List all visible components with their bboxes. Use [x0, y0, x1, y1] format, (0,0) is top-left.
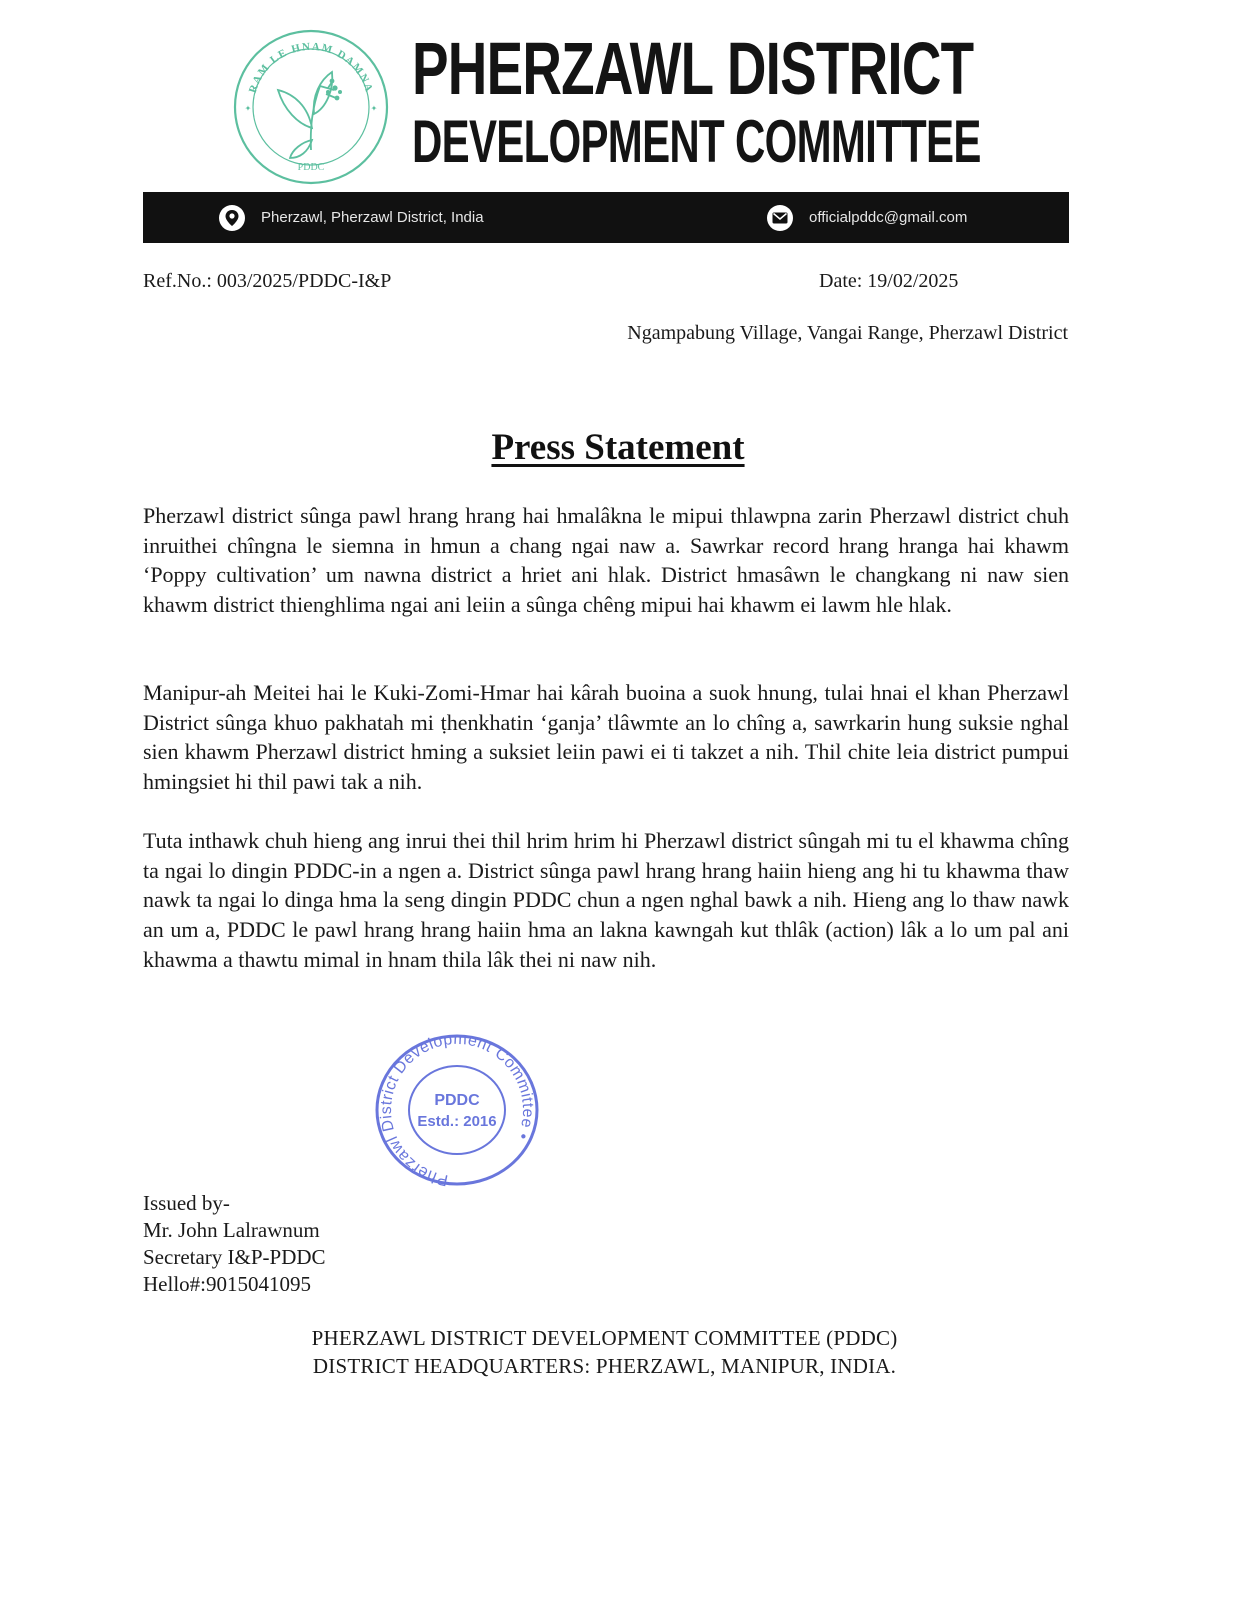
stamp-center-line2: Estd.: 2016 [417, 1113, 497, 1130]
pddc-logo [232, 28, 390, 186]
stamp-ring-text: Pherzawl District Development Committee • [378, 1032, 537, 1188]
reference-number: Ref.No.: 003/2025/PDDC-I&P [143, 270, 392, 292]
contact-location [219, 192, 484, 243]
logo-emblem-text: PDDC [297, 162, 325, 173]
logo-side-mark-left: ✦ [244, 104, 252, 113]
body-paragraph-1: Pherzawl district sûnga pawl hrang hrang hai hmalâkna le mipui thlawpna zarin Pherzawl district chuh inruithei chîngna le siemna in hmun a chang ngai naw a. Sawrkar record hrang hranga hai khawm ‘Poppy cultivation’ um nawna district a hriet ani hlak. District hmasâwn le changkang ni naw sien khawm district thienghlima ngai ani leiin a sûnga chêng mipui hai khawm ei lawm hle hlak. [143, 503, 1069, 618]
footer-line-1: PHERZAWL DISTRICT DEVELOPMENT COMMITTEE (PDDC) [311, 1326, 898, 1350]
body-paragraph-2: Manipur-ah Meitei hai le Kuki-Zomi-Hmar hai kârah buoina a suok hnung, tulai hnai el khan Pherzawl District sûnga khuo pakhatah mi ṭhenkhatin ‘ganja’ tlâwmte an lo chîng a, sawrkarin hung suksie nghal sien khawm Pherzawl district hming a suksiet leiin pawi ei ti takzet a nih. Thil chite leia district pumpui hmingsiet hi thil pawi tak a nih. [143, 680, 1069, 795]
contact-email [767, 192, 967, 243]
email-text[interactable]: officialpddc@gmail.com [809, 209, 968, 226]
organization-title-line2: DEVELOPMENT COMMITTEE [412, 108, 981, 175]
document-place: Ngampabung Village, Vangai Range, Pherzawl District [627, 322, 1068, 344]
email-icon [767, 205, 793, 231]
logo-side-mark-right: ✦ [370, 104, 378, 113]
location-text: Pherzawl, Pherzawl District, India [261, 209, 484, 226]
page-title: Press Statement [491, 427, 745, 468]
signer-title: Secretary I&P-PDDC [143, 1245, 326, 1269]
location-pin-icon [219, 205, 245, 231]
signer-name: Mr. John Lalrawnum [143, 1218, 320, 1242]
signer-phone: Hello#:9015041095 [143, 1272, 311, 1296]
official-stamp [372, 1032, 542, 1188]
body-paragraph-3: Tuta inthawk chuh hieng ang inrui thei thil hrim hrim hi Pherzawl district sûngah mi tu el khawma chîng ta ngai lo dingin PDDC-in a ngen a. District sûnga pawl hrang hrang haiin hieng ang hi tu khawma thaw nawk ta ngai lo dinga hma la seng dingin PDDC chun a ngen nghal bawk a nih. Hieng ang lo thaw nawk an um a, PDDC le pawl hrang hrang haiin hma an lakna kawngah kut thlâk (action) lâk a lo um pal ani khawma a thawtu mimal in hnam thila lâk thei ni naw nih. [143, 828, 1069, 972]
organization-title [412, 27, 981, 175]
issued-by-label: Issued by- [143, 1191, 230, 1215]
contact-bar [143, 192, 1069, 243]
leaf-icon [278, 72, 336, 158]
stamp-center-line1: PDDC [434, 1092, 480, 1109]
logo-ring-text: RAM LE HNAM DAMNA [246, 40, 376, 95]
svg-text:RAM LE HNAM DAMNA [247, 41, 375, 95]
organization-title-line1: PHERZAWL DISTRICT [412, 27, 974, 110]
document-date: Date: 19/02/2025 [819, 270, 959, 292]
footer-line-2: DISTRICT HEADQUARTERS: PHERZAWL, MANIPUR, INDIA. [312, 1354, 897, 1378]
